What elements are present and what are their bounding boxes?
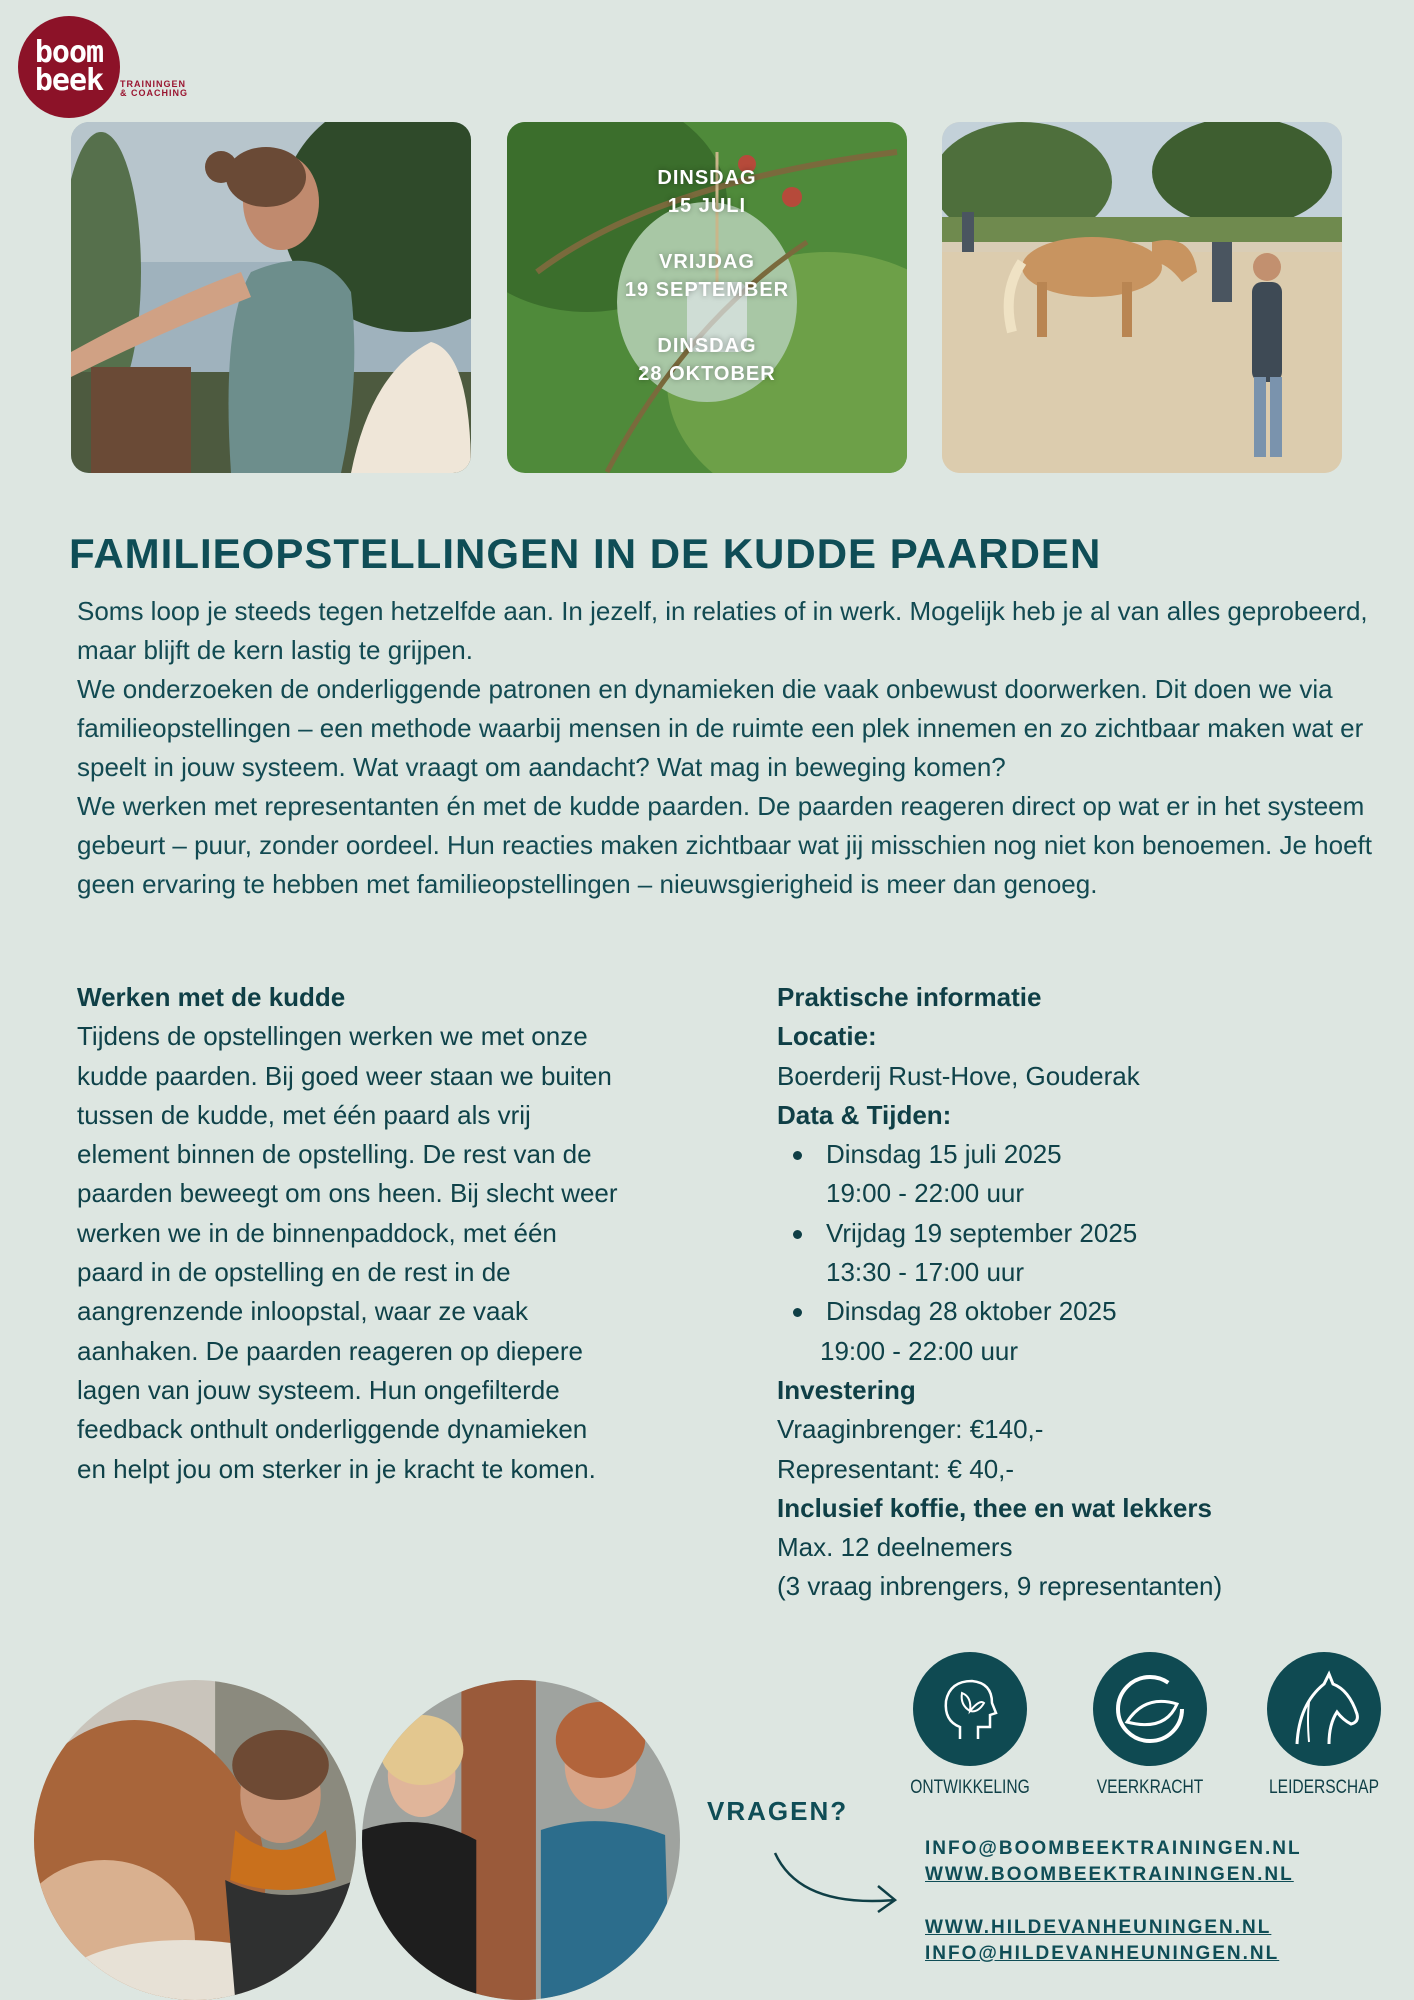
contact-spacer [925, 1888, 1302, 1915]
logo-line-2: beek [34, 63, 104, 98]
contact-block [925, 1836, 1302, 1967]
arrow-icon [770, 1848, 900, 1918]
date-item [777, 1292, 1397, 1371]
dates-label: Data & Tijden: [777, 1099, 952, 1130]
included-note: Inclusief koffie, thee en wat lekkers [777, 1492, 1212, 1523]
event-dates-overlay [507, 164, 907, 416]
logo-line-1: boom [34, 34, 104, 70]
website-hilde-link[interactable]: WWW.HILDEVANHEUNINGEN.NL [925, 1917, 1272, 1938]
date-item-date: Dinsdag 15 juli 2025 [826, 1139, 1062, 1170]
price-vraaginbrenger: Vraaginbrenger: €140,- [777, 1414, 1044, 1445]
overlay-date-2: 19 SEPTEMBER [624, 279, 790, 301]
kudde-line: feedback onthult onderliggende dynamieken [77, 1414, 588, 1445]
overlay-day-3: DINSDAG [657, 335, 757, 357]
date-item [777, 1214, 1397, 1293]
overlay-day-2: VRIJDAG [659, 251, 755, 273]
photo-woman-profile [71, 122, 471, 473]
date-item-time: 19:00 - 22:00 uur [820, 1335, 1019, 1366]
kudde-line: lagen van jouw systeem. Hun ongefilterde [77, 1374, 560, 1405]
location-label: Locatie: [777, 1021, 877, 1052]
kudde-line: werken we in de binnenpaddock, met één [77, 1217, 557, 1248]
date-item-time: 13:30 - 17:00 uur [826, 1257, 1025, 1288]
horse-head-icon [1267, 1652, 1381, 1766]
kudde-line: aangrenzende inloopstal, waar ze vaak [77, 1296, 528, 1327]
boombeek-logo [18, 16, 120, 118]
badge-label-leiderschap: LEIDERSCHAP [1269, 1777, 1379, 1798]
kudde-line: element binnen de opstelling. De rest van de [77, 1139, 592, 1170]
date-item-date: Vrijdag 19 september 2025 [826, 1217, 1138, 1248]
head-leaf-icon [913, 1652, 1027, 1766]
kudde-line: paarden beweegt om ons heen. Bij slecht weer [77, 1178, 618, 1209]
page-title: FAMILIEOPSTELLINGEN IN DE KUDDE PAARDEN [69, 530, 1102, 577]
date-item-date: Dinsdag 28 oktober 2025 [826, 1296, 1117, 1327]
intro-text [77, 592, 1387, 904]
date-item-time: 19:00 - 22:00 uur [826, 1178, 1025, 1209]
photo-tree-dates [507, 122, 907, 473]
location-value: Boerderij Rust-Hove, Gouderak [777, 1060, 1140, 1091]
overlay-day-1: DINSDAG [657, 167, 757, 189]
questions-label: VRAGEN? [707, 1796, 849, 1826]
email-hilde-link[interactable]: INFO@HILDEVANHEUNINGEN.NL [925, 1943, 1280, 1964]
info-heading: Praktische informatie [777, 982, 1042, 1012]
kudde-line: paard in de opstelling en de rest in de [77, 1257, 511, 1288]
badge-label-ontwikkeling: ONTWIKKELING [910, 1777, 1030, 1798]
logo-sub-2: & COACHING [120, 88, 188, 99]
dates-list [777, 1135, 1397, 1371]
max-participants-detail: (3 vraag inbrengers, 9 representanten) [777, 1571, 1223, 1602]
intro-paragraph-1: Soms loop je steeds tegen hetzelfde aan. In jezelf, in relaties of in werk. Mogelijk heb je al van alles geprobeerd, maar blijft de kern lastig te grijpen. [77, 596, 1368, 665]
photo-horse-paddock [942, 122, 1342, 473]
kudde-line: en helpt jou om sterker in je kracht te komen. [77, 1453, 596, 1484]
photo-horse-woman-circle [34, 1680, 356, 2000]
intro-paragraph-3: We werken met representanten én met de kudde paarden. De paarden reageren direct op wat er in het systeem gebeurt – puur, zonder oordeel. Hun reacties maken zichtbaar wat jij misschien nog niet kon benoemen. Je hoeft geen ervaring te hebben met familieopstellingen – nieuwsgierigheid is meer dan genoeg. [77, 791, 1372, 899]
photo-two-women-circle [362, 1680, 680, 2000]
kudde-line: aanhaken. De paarden reageren op diepere [77, 1335, 583, 1366]
kudde-line: kudde paarden. Bij goed weer staan we buiten [77, 1060, 612, 1091]
logo-sub-1: TRAININGEN [120, 79, 186, 89]
section-practical-info [777, 978, 1397, 1607]
investment-label: Investering [777, 1374, 916, 1405]
section-kudde [77, 978, 677, 1489]
logo-subtitle [120, 80, 188, 99]
overlay-date-1: 15 JULI [667, 195, 747, 217]
max-participants: Max. 12 deelnemers [777, 1532, 1013, 1563]
leaf-circle-icon [1093, 1652, 1207, 1766]
badge-label-veerkracht: VEERKRACHT [1096, 1777, 1204, 1798]
kudde-line: tussen de kudde, met één paard als vrij [77, 1099, 531, 1130]
kudde-heading: Werken met de kudde [77, 982, 346, 1012]
date-item [777, 1135, 1397, 1214]
kudde-line: Tijdens de opstellingen werken we met onze [77, 1021, 588, 1052]
price-representant: Representant: € 40,- [777, 1453, 1015, 1484]
website-boombeek-link[interactable]: WWW.BOOMBEEKTRAININGEN.NL [925, 1864, 1294, 1885]
overlay-date-3: 28 OKTOBER [638, 363, 776, 385]
email-boombeek-link[interactable]: INFO@BOOMBEEKTRAININGEN.NL [925, 1838, 1302, 1859]
intro-paragraph-2: We onderzoeken de onderliggende patronen en dynamieken die vaak onbewust doorwerken. Dit doen we via familieopstellingen – een methode waarbij mensen in de ruimte een plek innemen en zo zichtbaar maken wat er speelt in jouw systeem. Wat vraagt om aandacht? Wat mag in beweging komen? [77, 674, 1364, 782]
